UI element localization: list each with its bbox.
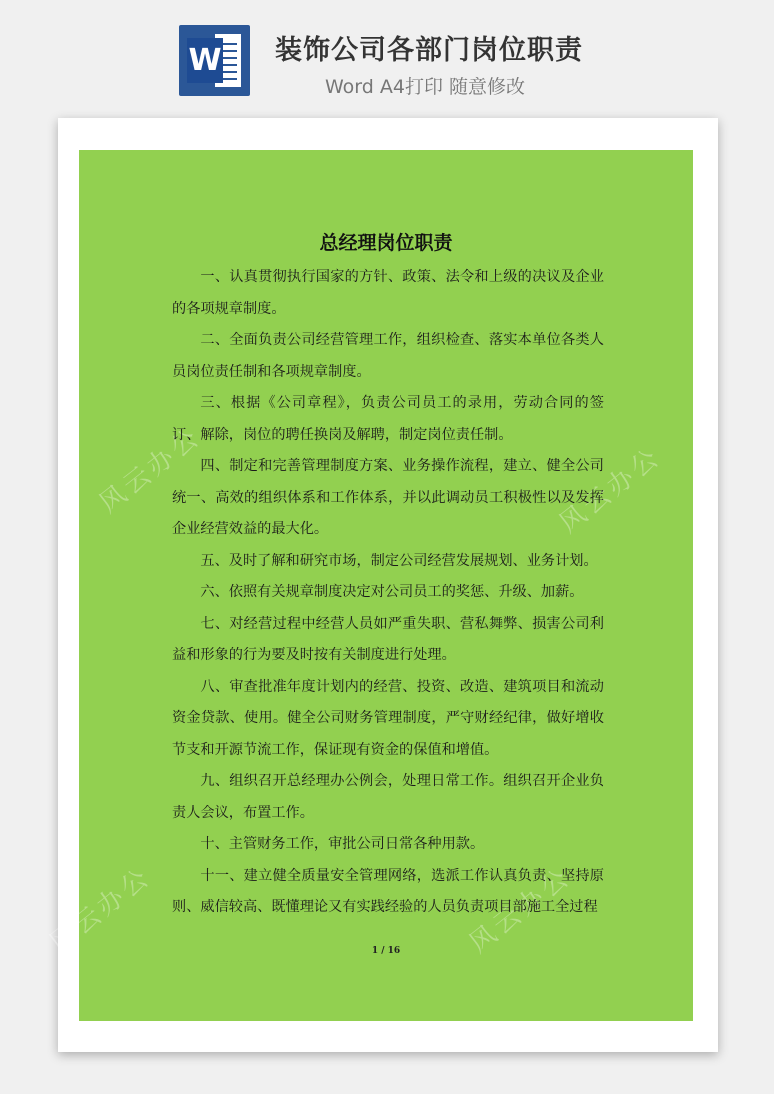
page-title: 装饰公司各部门岗位职责: [275, 35, 583, 66]
document-body: [172, 262, 604, 924]
preview-header: [0, 0, 774, 110]
watermark: 风云办公: [464, 861, 578, 960]
paragraph: 七、对经营过程中经营人员如严重失职、营私舞弊、损害公司利益和形象的行为要及时按有关制度进行处理。: [172, 615, 604, 663]
paragraph: 九、组织召开总经理办公例会，处理日常工作。组织召开企业负责人会议，布置工作。: [172, 773, 604, 821]
document-page: [44, 150, 693, 1021]
paragraph: 六、依照有关规章制度决定对公司员工的奖惩、升级、加薪。: [200, 584, 584, 600]
watermark: 风云办公: [94, 421, 208, 520]
paragraph: 十、主管财务工作，审批公司日常各种用款。: [200, 836, 485, 852]
page-subtitle: Word A4打印 随意修改: [325, 76, 526, 98]
watermark: 风云办公: [554, 441, 668, 540]
paragraph: 一、认真贯彻执行国家的方针、政策、法令和上级的决议及企业的各项规章制度。: [172, 269, 604, 317]
page-number: 1 / 16: [371, 946, 401, 956]
paragraph: 五、及时了解和研究市场，制定公司经营发展规划、业务计划。: [200, 552, 598, 569]
watermark: 风云办公: [44, 861, 158, 960]
word-icon: [179, 25, 250, 96]
document-sheet: [44, 118, 718, 1052]
word-icon-letter: W: [187, 38, 223, 83]
paragraph: 二、全面负责公司经营管理工作，组织检查、落实本单位各类人员岗位责任制和各项规章制度。: [172, 332, 604, 380]
paragraph: 八、审查批准年度计划内的经营、投资、改造、建筑项目和流动资金贷款、使用。健全公司财务管理制度，严守财经纪律，做好增收节支和开源节流工作，保证现有资金的保值和增值。: [172, 678, 604, 758]
paragraph: 十一、建立健全质量安全管理网络，选派工作认真负责、坚持原则、威信较高、既懂理论又有实践经验的人员负责项目部施工全过程: [172, 867, 604, 915]
paragraph: 四、制定和完善管理制度方案、业务操作流程，建立、健全公司统一、高效的组织体系和工作体系，并以此调动员工积极性以及发挥企业经营效益的最大化。: [172, 458, 604, 537]
paragraph: 三、根据《公司章程》，负责公司员工的录用，劳动合同的签订、解除，岗位的聘任换岗及解聘，制定岗位责任制。: [172, 395, 604, 443]
document-heading: 总经理岗位职责: [319, 232, 453, 254]
